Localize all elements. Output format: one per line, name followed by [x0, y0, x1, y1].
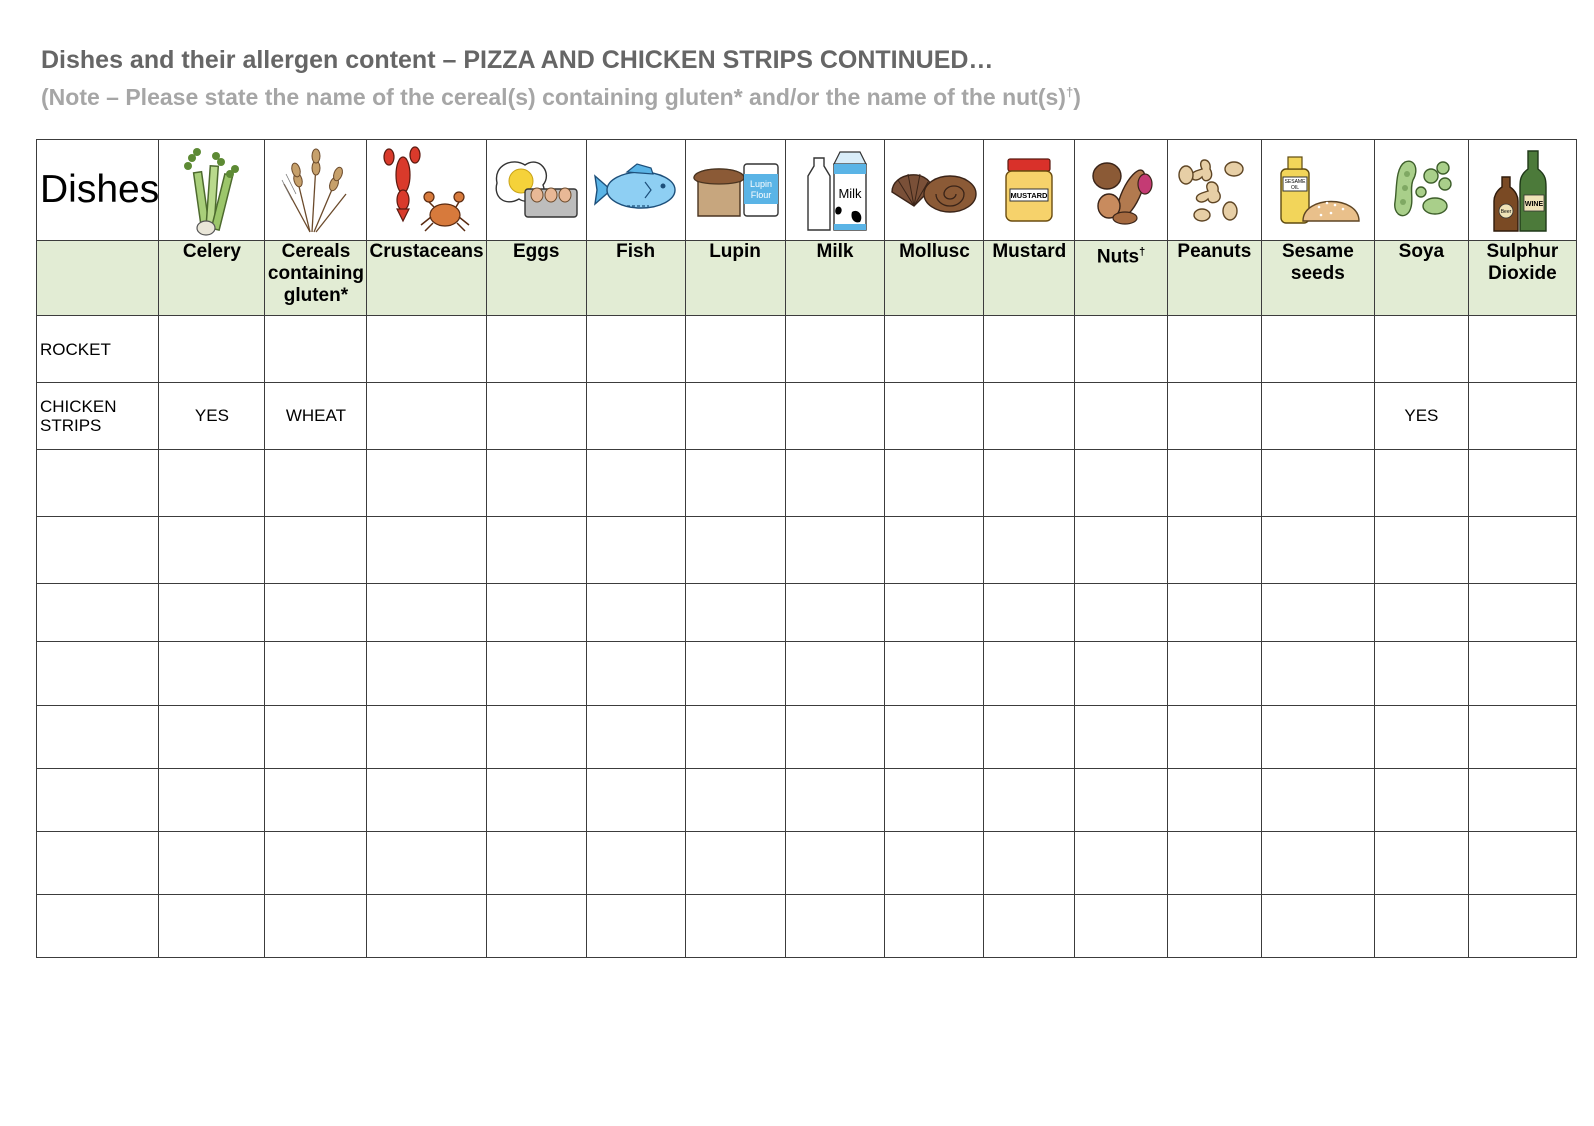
allergen-cell[interactable]: [785, 316, 885, 383]
allergen-cell[interactable]: [265, 584, 367, 642]
allergen-cell[interactable]: [1374, 316, 1468, 383]
page-note: [41, 84, 1081, 111]
column-label-nuts-text: Nuts: [1096, 246, 1140, 268]
allergen-cell[interactable]: [1167, 584, 1261, 642]
svg-text:WINE: WINE: [1525, 201, 1544, 208]
allergen-cell[interactable]: [785, 584, 885, 642]
allergen-cell[interactable]: [1261, 642, 1374, 706]
allergen-cell[interactable]: [486, 517, 586, 584]
allergen-cell[interactable]: [367, 832, 486, 895]
allergen-cell[interactable]: [885, 316, 984, 383]
allergen-cell[interactable]: [685, 383, 785, 450]
allergen-cell[interactable]: [1468, 706, 1576, 769]
sesame-icon: [1275, 155, 1361, 225]
allergen-cell[interactable]: [159, 895, 265, 958]
allergen-cell[interactable]: [1167, 316, 1261, 383]
allergen-cell[interactable]: [486, 383, 586, 450]
column-label-eggs: Eggs: [486, 241, 586, 316]
allergen-cell[interactable]: [1075, 450, 1168, 517]
dishes-header: Dishes: [37, 140, 159, 241]
allergen-cell[interactable]: [1374, 450, 1468, 517]
allergen-cell[interactable]: [1468, 316, 1576, 383]
soya-icon-cell: [1374, 140, 1468, 241]
allergen-cell[interactable]: [685, 769, 785, 832]
allergen-cell[interactable]: [1075, 316, 1168, 383]
svg-text:OIL: OIL: [1290, 185, 1299, 191]
allergen-cell[interactable]: [1468, 584, 1576, 642]
allergen-cell[interactable]: [1374, 769, 1468, 832]
table-row: [37, 584, 1577, 642]
allergen-cell[interactable]: [1374, 584, 1468, 642]
allergen-cell[interactable]: [265, 832, 367, 895]
celery-icon-cell: [159, 140, 265, 241]
allergen-cell[interactable]: [785, 832, 885, 895]
allergen-cell[interactable]: [685, 895, 785, 958]
milk-icon-cell: [785, 140, 885, 241]
allergen-cell[interactable]: [1261, 706, 1374, 769]
allergen-cell[interactable]: [367, 517, 486, 584]
note-text: (Note – Please state the name of the cereal(s) containing gluten* and/or the name of the nut(s): [41, 84, 1066, 110]
celery-icon: [172, 144, 252, 236]
allergen-cell[interactable]: [1261, 316, 1374, 383]
peanuts-icon: [1174, 155, 1254, 225]
eggs-icon: [491, 155, 581, 225]
allergen-cell[interactable]: [984, 450, 1075, 517]
nuts-icon: [1085, 154, 1157, 226]
table-row: [37, 895, 1577, 958]
dish-name-cell[interactable]: [37, 895, 159, 958]
allergen-cell[interactable]: [367, 895, 486, 958]
allergen-cell[interactable]: [1167, 642, 1261, 706]
allergen-cell[interactable]: [1075, 517, 1168, 584]
note-dagger: †: [1065, 84, 1074, 100]
peanuts-icon-cell: [1167, 140, 1261, 241]
allergen-cell[interactable]: [159, 642, 265, 706]
allergen-cell[interactable]: [367, 769, 486, 832]
allergen-cell[interactable]: [885, 895, 984, 958]
allergen-cell[interactable]: [1075, 706, 1168, 769]
allergen-cell[interactable]: [1261, 383, 1374, 450]
allergen-cell[interactable]: [586, 832, 685, 895]
allergen-cell[interactable]: [159, 517, 265, 584]
allergen-cell[interactable]: [1468, 769, 1576, 832]
allergen-cell[interactable]: YES: [1374, 383, 1468, 450]
allergen-cell[interactable]: [367, 584, 486, 642]
svg-text:MUSTARD: MUSTARD: [1010, 191, 1048, 200]
allergen-cell[interactable]: [1261, 450, 1374, 517]
allergen-cell[interactable]: [1468, 832, 1576, 895]
wheat-icon-cell: [265, 140, 367, 241]
allergen-cell[interactable]: [1167, 706, 1261, 769]
allergen-cell[interactable]: [984, 769, 1075, 832]
milk-icon: [800, 146, 870, 234]
allergen-cell[interactable]: [785, 383, 885, 450]
dish-name-cell[interactable]: ROCKET: [37, 316, 159, 383]
allergen-cell[interactable]: [885, 706, 984, 769]
allergen-cell[interactable]: WHEAT: [265, 383, 367, 450]
dish-name-cell[interactable]: CHICKEN STRIPS: [37, 383, 159, 450]
allergen-cell[interactable]: [885, 383, 984, 450]
allergen-cell[interactable]: [1468, 895, 1576, 958]
allergen-cell[interactable]: [885, 769, 984, 832]
allergen-cell[interactable]: [265, 450, 367, 517]
allergen-cell[interactable]: [586, 450, 685, 517]
allergen-cell[interactable]: [984, 517, 1075, 584]
allergen-cell[interactable]: [885, 832, 984, 895]
dish-name-cell[interactable]: [37, 517, 159, 584]
crustaceans-icon-cell: [367, 140, 486, 241]
allergen-cell[interactable]: [785, 450, 885, 517]
dish-name-cell[interactable]: [37, 769, 159, 832]
mollusc-icon: [888, 162, 980, 218]
allergen-cell[interactable]: [685, 450, 785, 517]
icon-row: [37, 140, 1577, 241]
table-row: [37, 316, 1577, 383]
allergen-cell[interactable]: [685, 517, 785, 584]
dish-name-cell[interactable]: [37, 584, 159, 642]
column-label-soya: Soya: [1374, 241, 1468, 316]
allergen-cell[interactable]: [984, 383, 1075, 450]
allergen-cell[interactable]: [1374, 706, 1468, 769]
allergen-cell[interactable]: [486, 895, 586, 958]
sulphur-dioxide-icon: [1492, 147, 1552, 233]
allergen-cell[interactable]: [1468, 450, 1576, 517]
allergen-cell[interactable]: [785, 517, 885, 584]
column-label-peanuts: Peanuts: [1167, 241, 1261, 316]
table-row: [37, 832, 1577, 895]
page-title: Dishes and their allergen content – PIZZA AND CHICKEN STRIPS CONTINUED…: [41, 46, 994, 74]
allergen-cell[interactable]: [984, 316, 1075, 383]
allergen-cell[interactable]: [586, 706, 685, 769]
allergen-cell[interactable]: [1075, 832, 1168, 895]
allergen-cell[interactable]: [1374, 832, 1468, 895]
allergen-cell[interactable]: [486, 706, 586, 769]
allergen-cell[interactable]: [1374, 895, 1468, 958]
allergen-cell[interactable]: [1261, 517, 1374, 584]
allergen-cell[interactable]: [159, 832, 265, 895]
allergen-cell[interactable]: [159, 316, 265, 383]
crustaceans-icon: [379, 145, 475, 235]
allergen-cell[interactable]: [1261, 769, 1374, 832]
allergen-cell[interactable]: [1167, 895, 1261, 958]
allergen-cell[interactable]: [1075, 584, 1168, 642]
column-label-crustaceans: Crustaceans: [367, 241, 486, 316]
nuts-icon-cell: [1075, 140, 1168, 241]
allergen-cell[interactable]: [586, 383, 685, 450]
allergen-cell[interactable]: [586, 769, 685, 832]
allergen-cell[interactable]: [785, 895, 885, 958]
allergen-cell[interactable]: [1167, 450, 1261, 517]
label-row-blank: [37, 241, 159, 316]
dish-name-cell[interactable]: [37, 450, 159, 517]
column-label-sulphur-dioxide: Sulphur Dioxide: [1468, 241, 1576, 316]
allergen-cell[interactable]: [685, 832, 785, 895]
svg-text:Flour: Flour: [750, 190, 772, 200]
allergen-cell[interactable]: [984, 895, 1075, 958]
allergen-cell[interactable]: [265, 316, 367, 383]
mustard-icon-cell: [984, 140, 1075, 241]
column-label-fish: Fish: [586, 241, 685, 316]
svg-text:SESAME: SESAME: [1284, 179, 1306, 185]
allergen-cell[interactable]: [984, 706, 1075, 769]
allergen-cell[interactable]: [1261, 584, 1374, 642]
allergen-cell[interactable]: [685, 584, 785, 642]
svg-text:Beer: Beer: [1501, 209, 1512, 215]
allergen-cell[interactable]: [586, 517, 685, 584]
fish-icon: [591, 160, 681, 220]
allergen-cell[interactable]: [1468, 517, 1576, 584]
soya-icon: [1385, 156, 1457, 224]
allergen-cell[interactable]: [1468, 383, 1576, 450]
allergen-cell[interactable]: [1075, 642, 1168, 706]
allergen-cell[interactable]: [1075, 895, 1168, 958]
allergen-cell[interactable]: [685, 642, 785, 706]
mollusc-icon-cell: [885, 140, 984, 241]
allergen-cell[interactable]: [486, 584, 586, 642]
wheat-icon: [276, 144, 356, 236]
dish-name-cell[interactable]: [37, 706, 159, 769]
allergen-cell[interactable]: [785, 706, 885, 769]
dish-name-cell[interactable]: [37, 642, 159, 706]
column-label-mollusc: Mollusc: [885, 241, 984, 316]
allergen-cell[interactable]: [486, 642, 586, 706]
dish-name-cell[interactable]: [37, 832, 159, 895]
allergen-cell[interactable]: [265, 517, 367, 584]
mustard-icon: [1002, 157, 1056, 223]
allergen-cell[interactable]: [265, 769, 367, 832]
table-row: [37, 450, 1577, 517]
allergen-label-row: [37, 241, 1577, 316]
allergen-cell[interactable]: [367, 706, 486, 769]
lupin-icon: [688, 160, 782, 220]
allergen-cell[interactable]: [586, 316, 685, 383]
allergen-table: [36, 139, 1577, 958]
allergen-cell[interactable]: [367, 642, 486, 706]
allergen-cell[interactable]: [159, 450, 265, 517]
allergen-cell[interactable]: [1167, 769, 1261, 832]
allergen-cell[interactable]: [885, 450, 984, 517]
allergen-cell[interactable]: [1167, 832, 1261, 895]
svg-text:Milk: Milk: [838, 186, 862, 201]
allergen-cell[interactable]: [265, 706, 367, 769]
allergen-cell[interactable]: [1167, 383, 1261, 450]
column-label-milk: Milk: [785, 241, 885, 316]
allergen-cell[interactable]: [685, 316, 785, 383]
allergen-cell[interactable]: [1075, 769, 1168, 832]
column-label-mustard: Mustard: [984, 241, 1075, 316]
allergen-cell[interactable]: [885, 642, 984, 706]
allergen-cell[interactable]: [586, 642, 685, 706]
column-label-nuts: [1075, 241, 1168, 316]
table-row: [37, 383, 1577, 450]
svg-text:Lupin: Lupin: [750, 179, 773, 189]
lupin-icon-cell: [685, 140, 785, 241]
sesame-icon-cell: [1261, 140, 1374, 241]
allergen-cell[interactable]: [367, 316, 486, 383]
allergen-cell[interactable]: [984, 832, 1075, 895]
eggs-icon-cell: [486, 140, 586, 241]
allergen-cell[interactable]: [885, 584, 984, 642]
allergen-cell[interactable]: [265, 895, 367, 958]
allergen-cell[interactable]: [486, 450, 586, 517]
fish-icon-cell: [586, 140, 685, 241]
allergen-cell[interactable]: [367, 450, 486, 517]
allergen-cell[interactable]: [1261, 895, 1374, 958]
allergen-cell[interactable]: [265, 642, 367, 706]
allergen-cell[interactable]: [486, 316, 586, 383]
allergen-cell[interactable]: [1374, 517, 1468, 584]
note-close: ): [1073, 84, 1081, 110]
table-row: [37, 642, 1577, 706]
column-label-celery: Celery: [159, 241, 265, 316]
allergen-cell[interactable]: YES: [159, 383, 265, 450]
allergen-cell[interactable]: [159, 584, 265, 642]
allergen-cell[interactable]: [785, 642, 885, 706]
allergen-cell[interactable]: [1468, 642, 1576, 706]
column-label-cereals: Cereals containing gluten*: [265, 241, 367, 316]
allergen-cell[interactable]: [586, 584, 685, 642]
table-row: [37, 517, 1577, 584]
allergen-cell[interactable]: [885, 517, 984, 584]
table-row: [37, 706, 1577, 769]
column-label-sesame: Sesame seeds: [1261, 241, 1374, 316]
allergen-cell[interactable]: [486, 832, 586, 895]
allergen-cell[interactable]: [1261, 832, 1374, 895]
allergen-cell[interactable]: [685, 706, 785, 769]
allergen-cell[interactable]: [367, 383, 486, 450]
allergen-cell[interactable]: [984, 642, 1075, 706]
allergen-cell[interactable]: [586, 895, 685, 958]
column-label-nuts-dagger: †: [1139, 246, 1146, 258]
allergen-cell[interactable]: [159, 706, 265, 769]
allergen-cell[interactable]: [785, 769, 885, 832]
column-label-lupin: Lupin: [685, 241, 785, 316]
allergen-cell[interactable]: [984, 584, 1075, 642]
allergen-cell[interactable]: [486, 769, 586, 832]
allergen-cell[interactable]: [1374, 642, 1468, 706]
allergen-rows: [37, 316, 1577, 958]
table-row: [37, 769, 1577, 832]
allergen-cell[interactable]: [159, 769, 265, 832]
allergen-cell[interactable]: [1075, 383, 1168, 450]
sulphur-dioxide-icon-cell: [1468, 140, 1576, 241]
allergen-cell[interactable]: [1167, 517, 1261, 584]
